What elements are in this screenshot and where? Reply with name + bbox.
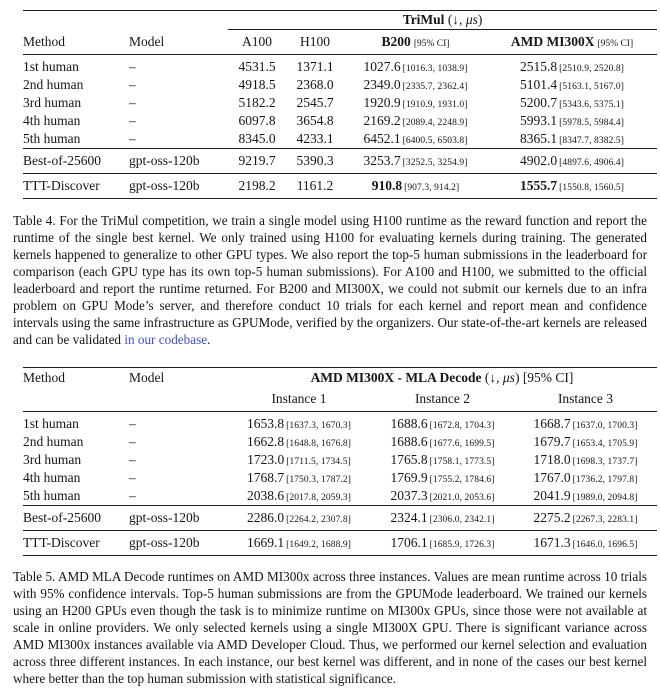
instance3-cell: 1767.0 [1736.2, 1797.8] <box>533 470 638 485</box>
h100-cell: 1371.1 <box>296 59 334 74</box>
b200-cell: 6452.1 [6400.5, 6503.8] <box>363 131 468 146</box>
model-cell: – <box>129 131 136 146</box>
instance1-cell: 1768.7 [1750.3, 1787.2] <box>246 470 352 485</box>
table-row <box>23 412 657 434</box>
confidence-interval: [2510.9, 2520.8] <box>559 64 625 74</box>
mi300x-cell: 1555.7 [1550.8, 1560.5] <box>487 174 657 199</box>
confidence-interval: [1698.3, 1737.7] <box>572 457 638 467</box>
model-cell: – <box>129 77 136 92</box>
instance3-cell: 1679.7 [1653.4, 1705.9] <box>533 434 638 449</box>
mi300x-cell: 5101.4 [5163.1, 5167.0] <box>519 77 625 92</box>
b200-cell: 2349.0 [2335.7, 2362.4] <box>363 77 468 92</box>
column-header-b200: B200 [95% CI] <box>344 30 487 55</box>
b200-cell: 1920.9 [1910.9, 1931.0] <box>363 95 468 110</box>
h100-cell: 2545.7 <box>296 95 334 110</box>
confidence-interval: [5163.1, 5167.0] <box>559 82 625 92</box>
table-row <box>23 130 657 149</box>
a100-cell: 9219.7 <box>228 149 286 174</box>
method-cell: 2nd human <box>23 434 84 449</box>
confidence-interval: [5343.6, 5375.1] <box>559 100 625 110</box>
codebase-link[interactable]: in our codebase <box>124 332 208 347</box>
method-cell: 5th human <box>23 131 81 146</box>
model-cell: gpt-oss-120b <box>129 531 227 556</box>
column-header-instance2: Instance 2 <box>371 388 514 412</box>
instance3-cell: 1718.0 [1698.3, 1737.7] <box>533 452 638 467</box>
group-qualifier-open: (↓, <box>484 370 503 385</box>
mi300x-cell: 4902.0 [4897.6, 4906.4] <box>487 149 657 174</box>
b200-cell: 3253.7 [3252.5, 3254.9] <box>344 149 487 174</box>
ci-note: [95% CI] <box>597 39 634 49</box>
confidence-interval: [1016.3, 1038.9] <box>402 64 468 74</box>
h100-cell: 3654.8 <box>296 113 334 128</box>
confidence-interval: [2021.0, 2053.6] <box>429 493 495 503</box>
group-qualifier-open: (↓, <box>447 12 466 27</box>
column-header-instance1: Instance 1 <box>227 388 371 412</box>
mi300x-cell: 2515.8 [2510.9, 2520.8] <box>519 59 625 74</box>
h100-cell: 1161.2 <box>286 174 344 199</box>
method-cell: 3rd human <box>23 452 82 467</box>
instance2-cell: 1688.6 [1672.8, 1704.3] <box>390 416 495 431</box>
group-unit: μs <box>465 12 478 27</box>
confidence-interval: [1649.2, 1688.9] <box>286 540 352 550</box>
a100-cell: 8345.0 <box>238 131 276 146</box>
confidence-interval: [8347.7, 8382.5] <box>559 136 625 146</box>
trimul-group-header-row <box>23 11 657 30</box>
column-header-h100: H100 <box>286 30 344 55</box>
method-cell: 4th human <box>23 113 81 128</box>
ttt-discover-row <box>23 174 657 199</box>
confidence-interval: [1637.0, 1700.3] <box>572 421 638 431</box>
b200-cell: 2169.2 [2089.4, 2248.9] <box>363 113 468 128</box>
confidence-interval: [1750.3, 1787.2] <box>286 475 352 485</box>
group-unit: μs <box>502 370 515 385</box>
trimul-table <box>23 10 657 199</box>
b200-cell: 1027.6 [1016.3, 1038.9] <box>363 59 468 74</box>
confidence-interval: [5978.5, 5984.4] <box>559 118 625 128</box>
confidence-interval: [1653.4, 1705.9] <box>572 439 638 449</box>
method-cell: 5th human <box>23 488 81 503</box>
confidence-interval: [1758.1, 1773.5] <box>429 457 495 467</box>
a100-cell: 4918.5 <box>238 77 276 92</box>
table-row <box>23 112 657 130</box>
confidence-interval: [2306.0, 2342.1] <box>429 515 495 525</box>
model-cell: – <box>129 434 136 449</box>
method-cell: TTT-Discover <box>23 174 129 199</box>
confidence-interval: [1637.3, 1670.3] <box>286 421 352 431</box>
method-cell: Best-of-25600 <box>23 506 129 531</box>
confidence-interval: [1685.9, 1726.3] <box>429 540 495 550</box>
instance2-cell: 2037.3 [2021.0, 2053.6] <box>390 488 495 503</box>
confidence-interval: [1755.2, 1784.6] <box>429 475 495 485</box>
column-header-model: Model <box>129 30 228 55</box>
confidence-interval: [4897.6, 4906.4] <box>559 158 625 168</box>
mla-decode-table <box>23 367 657 556</box>
confidence-interval: [6400.5, 6503.8] <box>402 136 468 146</box>
ci-note: [95% CI] <box>413 39 450 49</box>
confidence-interval: [907.3, 914.2] <box>404 183 460 193</box>
spacer-cell <box>129 11 228 30</box>
confidence-interval: [1910.9, 1931.0] <box>402 100 468 110</box>
instance2-cell: 1769.9 [1755.2, 1784.6] <box>390 470 495 485</box>
method-cell: 2nd human <box>23 77 84 92</box>
mi300x-cell: 5200.7 [5343.6, 5375.1] <box>519 95 625 110</box>
confidence-interval: [1736.2, 1797.8] <box>572 475 638 485</box>
section-gap <box>12 348 648 367</box>
instance2-cell: 1688.6 [1677.6, 1699.5] <box>390 434 495 449</box>
table4-caption <box>13 212 647 348</box>
confidence-interval: [2264.2, 2307.8] <box>286 515 352 525</box>
ttt-discover-row <box>23 531 657 556</box>
column-header-instance3: Instance 3 <box>514 388 657 412</box>
instance1-cell: 1669.1 [1649.2, 1688.9] <box>227 531 371 556</box>
a100-cell: 4531.5 <box>238 59 276 74</box>
model-cell: – <box>129 59 136 74</box>
spacer-cell <box>23 11 129 30</box>
column-header-method: Method <box>23 30 129 55</box>
h100-cell: 5390.3 <box>286 149 344 174</box>
trimul-column-header-row <box>23 30 657 55</box>
model-cell: – <box>129 95 136 110</box>
table5-caption: Table 5. AMD MLA Decode runtimes on AMD MI300x across three instances. Values are mean runtime across 10 trials with 95% confidence intervals. Top-5 human submissions are from the GPUMode leaderboard. We trained our kernels using an H200 GPUs even though the task is to minimize runtime on MI300x GPUs, since those were not available at scale in online providers. We only selected kernels using a single MI300X GPU. There is significant variance across AMD MI300x instances available via AMD Developer Cloud. Thus, we performed our kernel selection and evaluation across three different instances. In each instance, our best kernel was different, and in none of the cases our best kernel where better than the top human submission with statistical significance. <box>13 569 647 686</box>
instance3-cell: 1671.3 [1646.0, 1696.5] <box>514 531 657 556</box>
model-cell: gpt-oss-120b <box>129 149 228 174</box>
method-cell: TTT-Discover <box>23 531 129 556</box>
confidence-interval: [1989.0, 2094.8] <box>572 493 638 503</box>
model-cell: – <box>129 452 136 467</box>
column-header-method: Method <box>23 370 65 385</box>
instance2-cell: 2324.1 [2306.0, 2342.1] <box>371 506 514 531</box>
group-title: TriMul <box>402 12 445 27</box>
instance1-cell: 1723.0 [1711.5, 1734.5] <box>247 452 351 467</box>
h100-cell: 2368.0 <box>296 77 334 92</box>
caption-text: . <box>207 332 211 347</box>
group-qualifier-close: ) <box>514 370 520 385</box>
a100-cell: 6097.8 <box>238 113 276 128</box>
caption-text: Table 4. For the TriMul competition, we train a single model using H100 runtime as the reward function and report the runtime of the single best kernel. We only trained using H100 for evaluating kernels during training. The generated kernels happened to generalize to other GPU types. We also report the top-5 human submissions in the leaderboard for comparison (each GPU type has its own top-5 human submissions). For A100 and H100, we submitted to the official leaderboard and report the runtime returned. For B200 and MI300X, we could not submit our kernels due to an infra problem on GPU Mode’s server, and therefore conduct 10 trials for each kernel and report mean and confidence intervals using the same infrastructure as GPUMode, verified by the organizers. Our state-of-the-art kernels are released and can be validated <box>13 213 647 347</box>
confidence-interval: [1677.6, 1699.5] <box>429 439 495 449</box>
model-cell: – <box>129 416 136 431</box>
confidence-interval: [1711.5, 1734.5] <box>286 457 351 467</box>
confidence-interval: [1648.8, 1676.8] <box>286 439 352 449</box>
column-header-model: Model <box>129 370 165 385</box>
confidence-interval: [1672.8, 1704.3] <box>429 421 495 431</box>
table-row <box>23 94 657 112</box>
group-qualifier-close: ) <box>477 12 483 27</box>
best-of-row <box>23 149 657 174</box>
table-row <box>23 487 657 506</box>
method-cell: Best-of-25600 <box>23 149 129 174</box>
confidence-interval: [2017.8, 2059.3] <box>286 493 352 503</box>
confidence-interval: [2089.4, 2248.9] <box>402 118 468 128</box>
b200-cell: 910.8 [907.3, 914.2] <box>344 174 487 199</box>
a100-cell: 2198.2 <box>228 174 286 199</box>
mla-group-header <box>227 368 657 389</box>
best-of-row <box>23 506 657 531</box>
mi300x-cell: 5993.1 [5978.5, 5984.4] <box>519 113 625 128</box>
column-header-mi300x: AMD MI300X [95% CI] <box>487 30 657 55</box>
table-row <box>23 469 657 487</box>
model-cell: gpt-oss-120b <box>129 174 228 199</box>
method-cell: 1st human <box>23 59 79 74</box>
instance3-cell: 2041.9 [1989.0, 2094.8] <box>533 488 638 503</box>
confidence-interval: [1550.8, 1560.5] <box>559 183 625 193</box>
model-cell: – <box>129 113 136 128</box>
instance3-cell: 1668.7 [1637.0, 1700.3] <box>533 416 638 431</box>
method-cell: 1st human <box>23 416 79 431</box>
method-cell: 3rd human <box>23 95 82 110</box>
confidence-interval: [2335.7, 2362.4] <box>402 82 468 92</box>
spacer-cell <box>129 388 227 412</box>
group-title: AMD MI300X - MLA Decode <box>310 370 482 385</box>
confidence-interval: [3252.5, 3254.9] <box>402 158 468 168</box>
table-row <box>23 76 657 94</box>
a100-cell: 5182.2 <box>238 95 276 110</box>
table-row <box>23 433 657 451</box>
table-row <box>23 451 657 469</box>
spacer-cell <box>23 388 129 412</box>
confidence-interval: [1646.0, 1696.5] <box>572 540 638 550</box>
instance1-cell: 2286.0 [2264.2, 2307.8] <box>227 506 371 531</box>
instance3-cell: 2275.2 [2267.3, 2283.1] <box>514 506 657 531</box>
model-cell: – <box>129 470 136 485</box>
method-cell: 4th human <box>23 470 81 485</box>
instance1-cell: 1662.8 [1648.8, 1676.8] <box>246 434 352 449</box>
confidence-interval: [2267.3, 2283.1] <box>572 515 638 525</box>
instance2-cell: 1765.8 [1758.1, 1773.5] <box>390 452 495 467</box>
instance1-cell: 2038.6 [2017.8, 2059.3] <box>246 488 352 503</box>
mla-group-header-row <box>23 368 657 389</box>
column-header-a100: A100 <box>228 30 286 55</box>
model-cell: – <box>129 488 136 503</box>
instance1-cell: 1653.8 [1637.3, 1670.3] <box>246 416 352 431</box>
trimul-group-header <box>228 11 657 30</box>
h100-cell: 4233.1 <box>296 131 334 146</box>
mla-instance-header-row <box>23 388 657 412</box>
mi300x-cell: 8365.1 [8347.7, 8382.5] <box>519 131 625 146</box>
table-row <box>23 55 657 77</box>
model-cell: gpt-oss-120b <box>129 506 227 531</box>
instance2-cell: 1706.1 [1685.9, 1726.3] <box>371 531 514 556</box>
ci-note: [95% CI] <box>522 370 574 385</box>
